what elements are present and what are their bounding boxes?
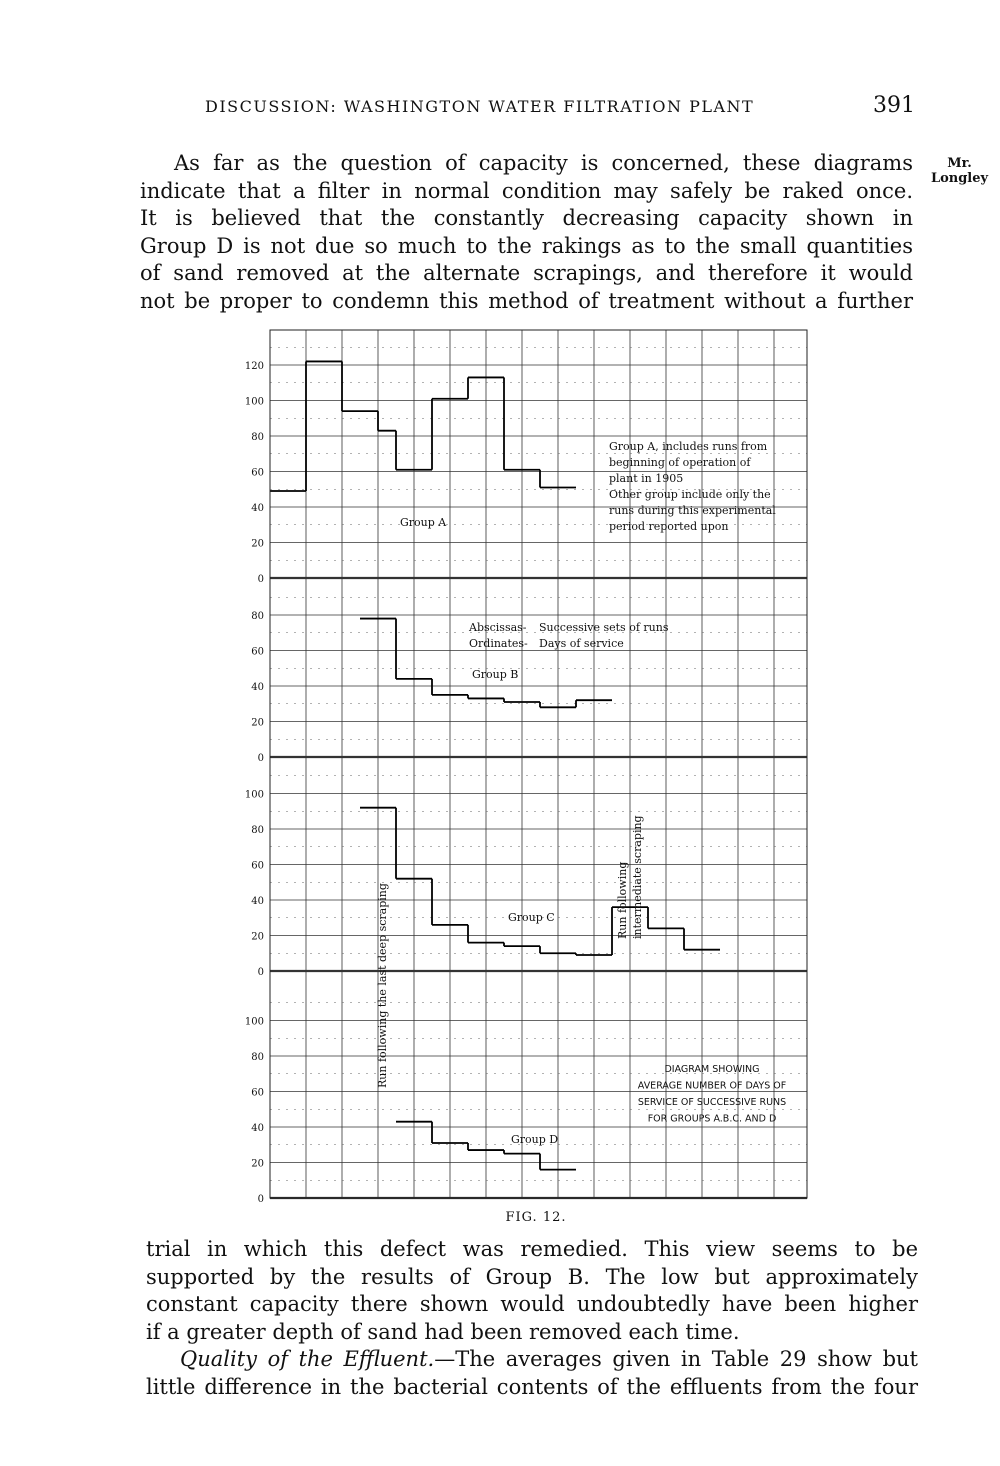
y-tick-label: 20 — [251, 717, 264, 729]
paragraph-1-line: of sand removed at the alternate scrapings, and therefore it would — [140, 261, 913, 286]
y-tick-label: 40 — [251, 896, 264, 907]
y-tick-label: 60 — [251, 467, 264, 479]
y-tick-label: 100 — [244, 1016, 264, 1028]
paragraph-2-line: supported by the results of Group B. The low but approximately — [146, 1264, 918, 1289]
diagram-title-line: FOR GROUPS A.B.C. AND D — [647, 1113, 777, 1125]
page-number: 391 — [873, 93, 915, 118]
y-tick-label: 20 — [251, 931, 264, 943]
running-header — [205, 93, 915, 123]
y-tick-label: 60 — [251, 1087, 264, 1099]
figure-12 — [230, 325, 820, 1205]
figure-caption-text: FIG. 12. — [505, 1210, 567, 1225]
paragraph-2-line: constant capacity there shown would undoubtedly have been higher — [146, 1292, 918, 1317]
diagram-title-line: DIAGRAM SHOWING — [664, 1064, 760, 1075]
paragraph-1 — [140, 150, 913, 316]
group-a-label: Group A — [400, 516, 447, 529]
y-tick-label: 60 — [251, 646, 264, 658]
group-a-note-line: Group A, includes runs from — [609, 440, 768, 453]
y-tick-label: 60 — [251, 860, 264, 872]
diagram-title-line: SERVICE OF SUCCESSIVE RUNS — [637, 1097, 787, 1108]
y-tick-label: 40 — [251, 503, 264, 514]
vertical-note-deep: Run following the last deep scraping — [376, 883, 389, 1088]
paragraph-2-line: trial in which this defect was remedied. This view seems to be — [146, 1237, 918, 1261]
y-tick-label: 80 — [251, 611, 264, 622]
margin-note-line2: Longley — [930, 171, 989, 186]
paragraph-1-line: Group D is not due so much to the rakings as to the small quantities — [140, 233, 913, 258]
group-b-label: Group B — [472, 668, 519, 681]
paragraph-1-line: indicate that a filter in normal condition may safely be raked once. — [140, 178, 913, 203]
figure-caption — [0, 1210, 1000, 1225]
group-d-label: Group D — [511, 1133, 559, 1146]
y-tick-label: 80 — [251, 825, 264, 836]
paragraph-3-line: little difference in the bacterial contents of the effluents from the four — [146, 1374, 918, 1399]
paragraph-2-line: if a greater depth of sand had been removed each time. — [146, 1319, 740, 1344]
section-heading: Quality of the Effluent. — [180, 1347, 435, 1371]
paragraph-1-line: not be proper to condemn this method of treatment without a further — [140, 288, 913, 313]
y-tick-label: 40 — [251, 1123, 264, 1134]
step-chart — [230, 325, 820, 1205]
y-tick-label: 0 — [257, 753, 264, 764]
y-tick-label: 80 — [251, 432, 264, 443]
y-tick-label: 40 — [251, 682, 264, 693]
y-tick-label: 0 — [257, 1194, 264, 1205]
margin-note-line1: Mr. — [947, 156, 972, 171]
group-a-note-line: runs during this experimental — [609, 504, 776, 517]
paragraph-3 — [146, 1346, 918, 1401]
y-tick-label: 100 — [244, 789, 264, 801]
ordinates-label: Ordinates- — [469, 637, 528, 650]
y-tick-label: 80 — [251, 1052, 264, 1063]
y-tick-label: 0 — [257, 967, 264, 978]
paragraph-3-line — [146, 1346, 918, 1374]
paragraph-1-line: As far as the question of capacity is concerned, these diagrams — [174, 151, 913, 175]
diagram-title-line: AVERAGE NUMBER OF DAYS OF — [637, 1080, 787, 1092]
y-tick-label: 20 — [251, 538, 264, 550]
abscissas-label: Abscissas- — [469, 621, 527, 634]
vertical-note-intermediate-2: intermediate scraping — [631, 815, 644, 939]
ordinates-value: Days of service — [539, 637, 624, 650]
y-tick-label: 100 — [244, 396, 264, 408]
paragraph-3-line1-rest: —The averages given in Table 29 show but — [434, 1347, 918, 1371]
group-a-note-line: Other group include only the — [609, 488, 771, 501]
paragraph-1-line: It is believed that the constantly decreasing capacity shown in — [140, 206, 913, 231]
abscissas-value: Successive sets of runs — [539, 621, 669, 634]
y-tick-label: 0 — [257, 574, 264, 585]
y-tick-label: 120 — [244, 361, 264, 372]
group-a-note-line: beginning of operation of — [609, 456, 751, 469]
vertical-note-intermediate-1: Run following — [616, 861, 629, 939]
running-title: DISCUSSION: WASHINGTON WATER FILTRATION PLANT — [205, 97, 755, 116]
group-c-label: Group C — [508, 911, 555, 924]
paragraph-2 — [146, 1236, 918, 1346]
margin-note — [922, 156, 997, 186]
group-a-note-line: plant in 1905 — [609, 472, 684, 485]
y-tick-label: 20 — [251, 1158, 264, 1170]
group-a-note-line: period reported upon — [609, 520, 729, 533]
